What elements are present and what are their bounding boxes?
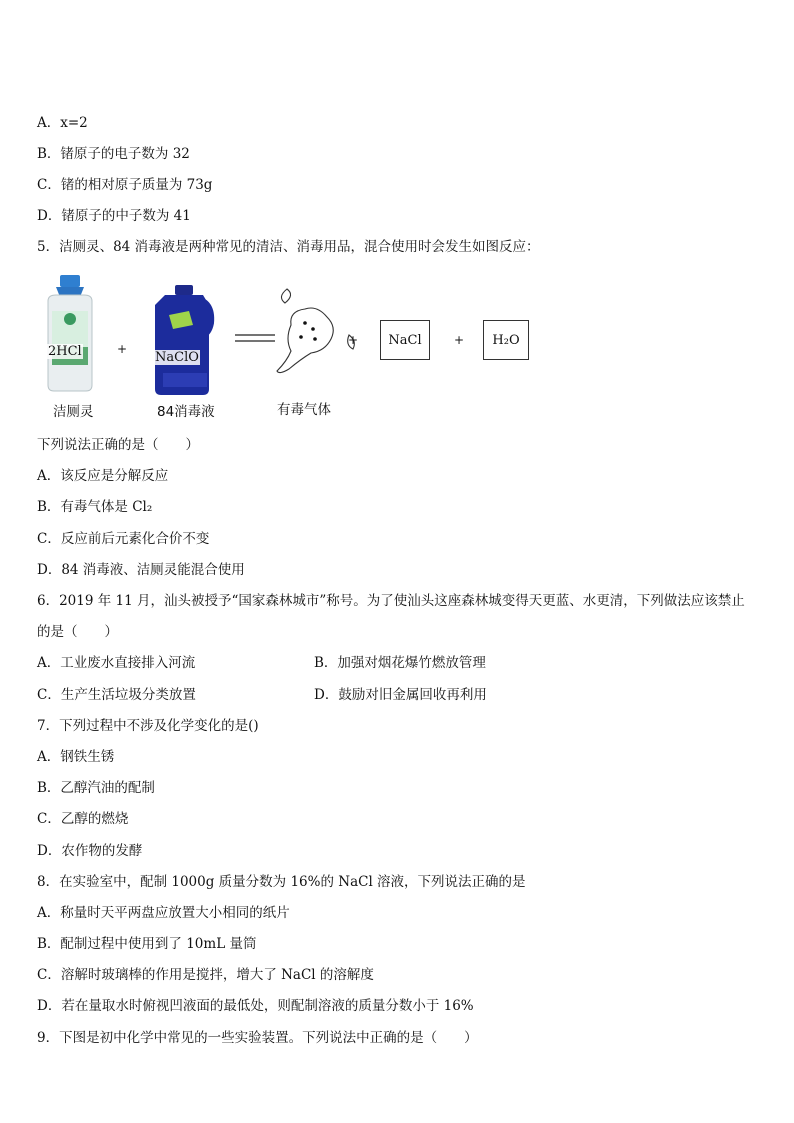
q5-option-a: A．该反应是分解反应 xyxy=(37,468,169,484)
q9-stem: 9．下图是初中化学中常见的一些实验装置。下列说法中正确的是（ ） xyxy=(37,1030,478,1046)
q8-stem: 8．在实验室中，配制 1000g 质量分数为 16%的 NaCl 溶液，下列说法正确的是 xyxy=(37,874,526,890)
q7-stem: 7．下列过程中不涉及化学变化的是() xyxy=(37,718,259,734)
q6-option-b: B．加强对烟花爆竹燃放管理 xyxy=(314,655,486,671)
caption-disinfectant: 84消毒液 xyxy=(157,404,215,420)
q8-option-b: B．配制过程中使用到了 10mL 量筒 xyxy=(37,936,257,952)
q8-option-c: C．溶解时玻璃棒的作用是搅拌，增大了 NaCl 的溶解度 xyxy=(37,967,374,983)
q7-option-c: C．乙醇的燃烧 xyxy=(37,811,129,827)
bottle1-formula: 2HCl xyxy=(48,344,82,359)
q6-stem-line1: 6．2019 年 11 月，汕头被授予“国家森林城市”称号。为了使汕头这座森林城变得天更蓝、水更清，下列做法应该禁止 xyxy=(37,593,745,609)
h2o-product-box: H₂O xyxy=(483,320,529,360)
q4-option-c: C．锗的相对原子质量为 73g xyxy=(37,177,213,193)
q5-option-b: B．有毒气体是 Cl₂ xyxy=(37,499,153,515)
caption-toxic-gas: 有毒气体 xyxy=(277,402,331,418)
q8-option-a: A．称量时天平两盘应放置大小相同的纸片 xyxy=(37,905,290,921)
caption-toilet-cleaner: 洁厕灵 xyxy=(53,404,94,420)
q6-stem-line2: 的是（ ） xyxy=(37,624,118,640)
q7-option-b: B．乙醇汽油的配制 xyxy=(37,780,155,796)
q6-option-a: A．工业废水直接排入河流 xyxy=(37,655,196,671)
bottle2-formula: NaClO xyxy=(155,350,199,365)
q5-option-d: D．84 消毒液、洁厕灵能混合使用 xyxy=(37,562,245,578)
q4-option-a: A．x=2 xyxy=(37,115,88,131)
q5-stem: 5．洁厕灵、84 消毒液是两种常见的清洁、消毒用品，混合使用时会发生如图反应： xyxy=(37,239,540,255)
q4-option-d: D．锗原子的中子数为 41 xyxy=(37,208,191,224)
plus-sign-2: + xyxy=(348,333,359,347)
q4-option-b: B．锗原子的电子数为 32 xyxy=(37,146,190,162)
nacl-product-box: NaCl xyxy=(380,320,430,360)
q5-question: 下列说法正确的是（ ） xyxy=(37,437,199,453)
q7-option-a: A．钢铁生锈 xyxy=(37,749,115,765)
q7-option-d: D．农作物的发酵 xyxy=(37,843,143,859)
toilet-cleaner-bottle-image xyxy=(42,275,98,393)
q6-option-c: C．生产生活垃圾分类放置 xyxy=(37,687,196,703)
plus-sign-3: + xyxy=(454,333,465,347)
q6-option-d: D．鼓励对旧金属回收再利用 xyxy=(314,687,487,703)
plus-sign-1: + xyxy=(117,342,128,356)
reaction-figure xyxy=(37,270,557,430)
q5-option-c: C．反应前后元素化合价不变 xyxy=(37,531,210,547)
toxic-gas-cloud-icon xyxy=(265,285,361,375)
q8-option-d: D．若在量取水时俯视凹液面的最低处，则配制溶液的质量分数小于 16% xyxy=(37,998,474,1014)
disinfectant-bottle-image xyxy=(149,285,219,395)
